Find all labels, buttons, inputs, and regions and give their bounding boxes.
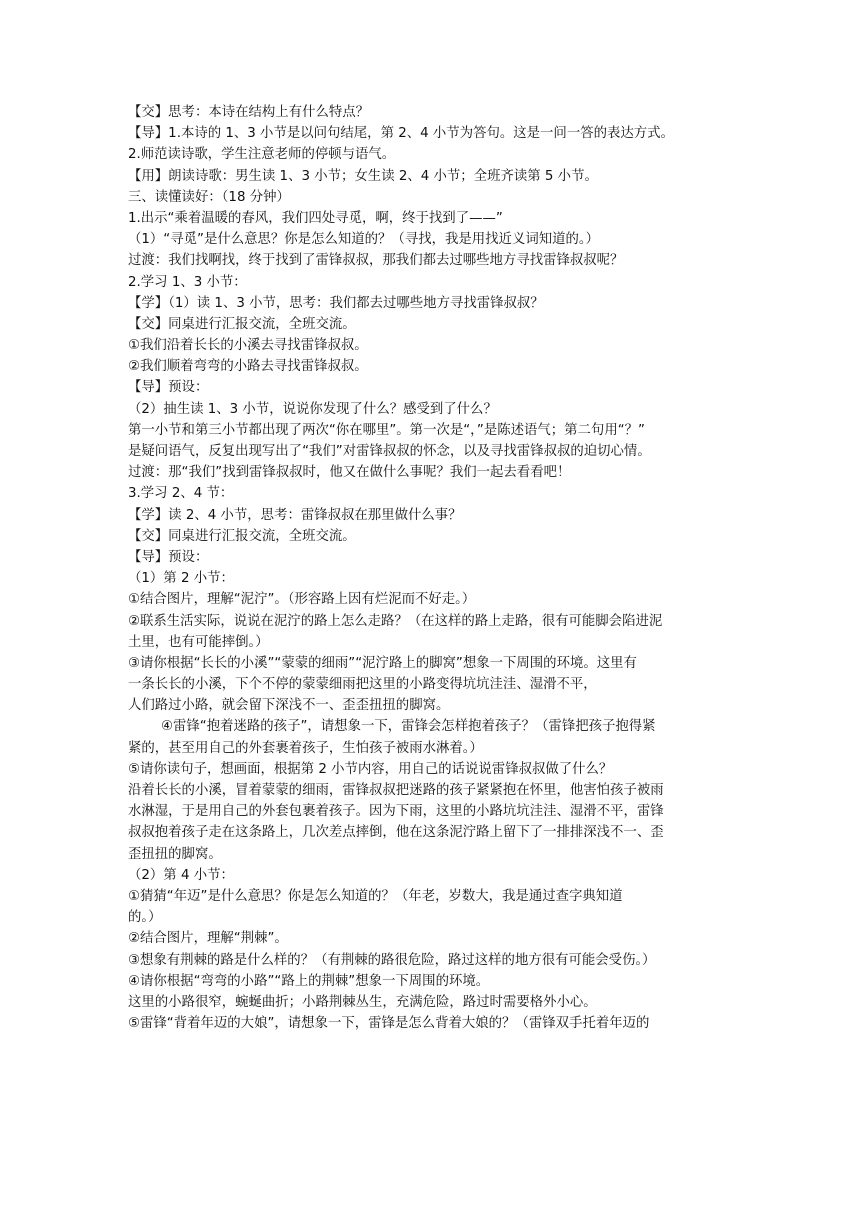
text-line: 歪扭扭的脚窝。 bbox=[128, 846, 222, 862]
text-line: 【交】同桌进行汇报交流，全班交流。 bbox=[128, 316, 356, 332]
text-line: 土里，也有可能摔倒。） bbox=[128, 634, 269, 650]
text-line: ①猜猜“年迈”是什么意思？你是怎么知道的？（年老，岁数大，我是通过查字典知道 bbox=[128, 888, 623, 904]
text-line: ④请你根据“弯弯的小路”“路上的荆棘”想象一下周围的环境。 bbox=[128, 973, 490, 989]
text-line: 1.出示“乘着温暖的春风，我们四处寻觅，啊，终于找到了——” bbox=[128, 210, 503, 226]
text-line: 【学】读 2、4 小节，思考：雷锋叔叔在那里做什么事？ bbox=[128, 507, 462, 523]
text-line: （1）“寻觅”是什么意思？你是怎么知道的？（寻找，我是用找近义词知道的。） bbox=[128, 232, 599, 248]
text-line: 2.学习 1、3 小节： bbox=[128, 274, 247, 290]
text-line: 人们路过小路，就会留下深浅不一、歪歪扭扭的脚窝。 bbox=[128, 698, 450, 714]
text-line: ⑤雷锋“背着年迈的大娘”，请想象一下，雷锋是怎么背着大娘的？（雷锋双手托着年迈的 bbox=[128, 1016, 650, 1032]
text-line: 【交】思考：本诗在结构上有什么特点？ bbox=[128, 105, 370, 120]
text-line: ③想象有荆棘的路是什么样的？（有荆棘的路很危险，路过这样的地方很有可能会受伤。） bbox=[128, 952, 656, 968]
text-line: 过渡：我们找啊找，终于找到了雷锋叔叔，那我们都去过哪些地方寻找雷锋叔叔呢？ bbox=[128, 253, 624, 269]
text-line: 【学】（1）读 1、3 小节，思考：我们都去过哪些地方寻找雷锋叔叔？ bbox=[128, 295, 544, 311]
text-line: （2）抽生读 1、3 小节，说说你发现了什么？感受到了什么？ bbox=[128, 401, 497, 417]
text-line: 紧的，甚至用自己的外套裹着孩子，生怕孩子被雨水淋着。） bbox=[128, 740, 483, 756]
text-line: 3.学习 2、4 节： bbox=[128, 486, 234, 502]
text-line: ②联系生活实际，说说在泥泞的路上怎么走路？（在这样的路上走路，很有可能脚会陷进泥 bbox=[128, 613, 663, 629]
text-line: 【导】1.本诗的 1、3 小节是以问句结尾，第 2、4 小节为答句。这是一问一答的表达方式。 bbox=[128, 126, 674, 142]
text-line: （1）第 2 小节： bbox=[128, 571, 234, 587]
text-line: ④雷锋“抱着迷路的孩子”，请想象一下，雷锋会怎样抱着孩子？（雷锋把孩子抱得紧 bbox=[161, 719, 656, 735]
text-line: 2.师范读诗歌，学生注意老师的停顿与语气。 bbox=[128, 147, 396, 163]
text-line: ①结合图片，理解“泥泞”。（形容路上因有烂泥而不好走。） bbox=[128, 592, 476, 608]
text-line: （2）第 4 小节： bbox=[128, 867, 234, 883]
text-line: ③请你根据“长长的小溪”“蒙蒙的细雨”“泥泞路上的脚窝”想象一下周围的环境。这里有 bbox=[128, 655, 637, 671]
text-line: 【导】预设： bbox=[128, 380, 209, 396]
section-heading: 三、读懂读好：（18 分钟） bbox=[128, 189, 290, 205]
text-line: ②我们顺着弯弯的小路去寻找雷锋叔叔。 bbox=[128, 359, 368, 375]
text-line: 这里的小路很窄，蜿蜒曲折；小路荆棘丛生，充满危险，路过时需要格外小心。 bbox=[128, 994, 597, 1010]
text-line: ⑤请你读句子，想画面，根据第 2 小节内容，用自己的话说说雷锋叔叔做了什么？ bbox=[128, 761, 613, 777]
text-line: 【交】同桌进行汇报交流，全班交流。 bbox=[128, 528, 356, 544]
text-line: ②结合图片，理解“荆棘”。 bbox=[128, 931, 288, 947]
document-body bbox=[128, 102, 738, 1034]
text-line: 【用】朗读诗歌：男生读 1、3 小节；女生读 2、4 小节；全班齐读第 5 小节。 bbox=[128, 168, 598, 184]
text-line: 叔叔抱着孩子走在这条路上，几次差点摔倒，他在这条泥泞路上留下了一排排深浅不一、歪 bbox=[128, 825, 664, 841]
text-line: ①我们沿着长长的小溪去寻找雷锋叔叔。 bbox=[128, 338, 368, 354]
text-line: 第一小节和第三小节都出现了两次“你在哪里”。第一次是“，”是陈述语气；第二句用“？” bbox=[128, 422, 645, 438]
text-line: 一条长长的小溪，下个不停的蒙蒙细雨把这里的小路变得坑坑洼洼、湿滑不平， bbox=[128, 677, 597, 693]
text-line: 过渡：那“我们”找到雷锋叔叔时，他又在做什么事呢？我们一起去看看吧！ bbox=[128, 465, 571, 481]
text-line: 水淋湿，于是用自己的外套包裹着孩子。因为下雨，这里的小路坑坑洼洼、湿滑不平，雷锋 bbox=[128, 804, 664, 820]
text-line: 沿着长长的小溪，冒着蒙蒙的细雨，雷锋叔叔把迷路的孩子紧紧抱在怀里，他害怕孩子被雨 bbox=[128, 783, 664, 798]
text-line: 是疑问语气，反复出现写出了“我们”对雷锋叔叔的怀念，以及寻找雷锋叔叔的迫切心情。 bbox=[128, 444, 651, 459]
text-line: 的。） bbox=[128, 910, 162, 926]
text-line: 【导】预设： bbox=[128, 549, 209, 565]
